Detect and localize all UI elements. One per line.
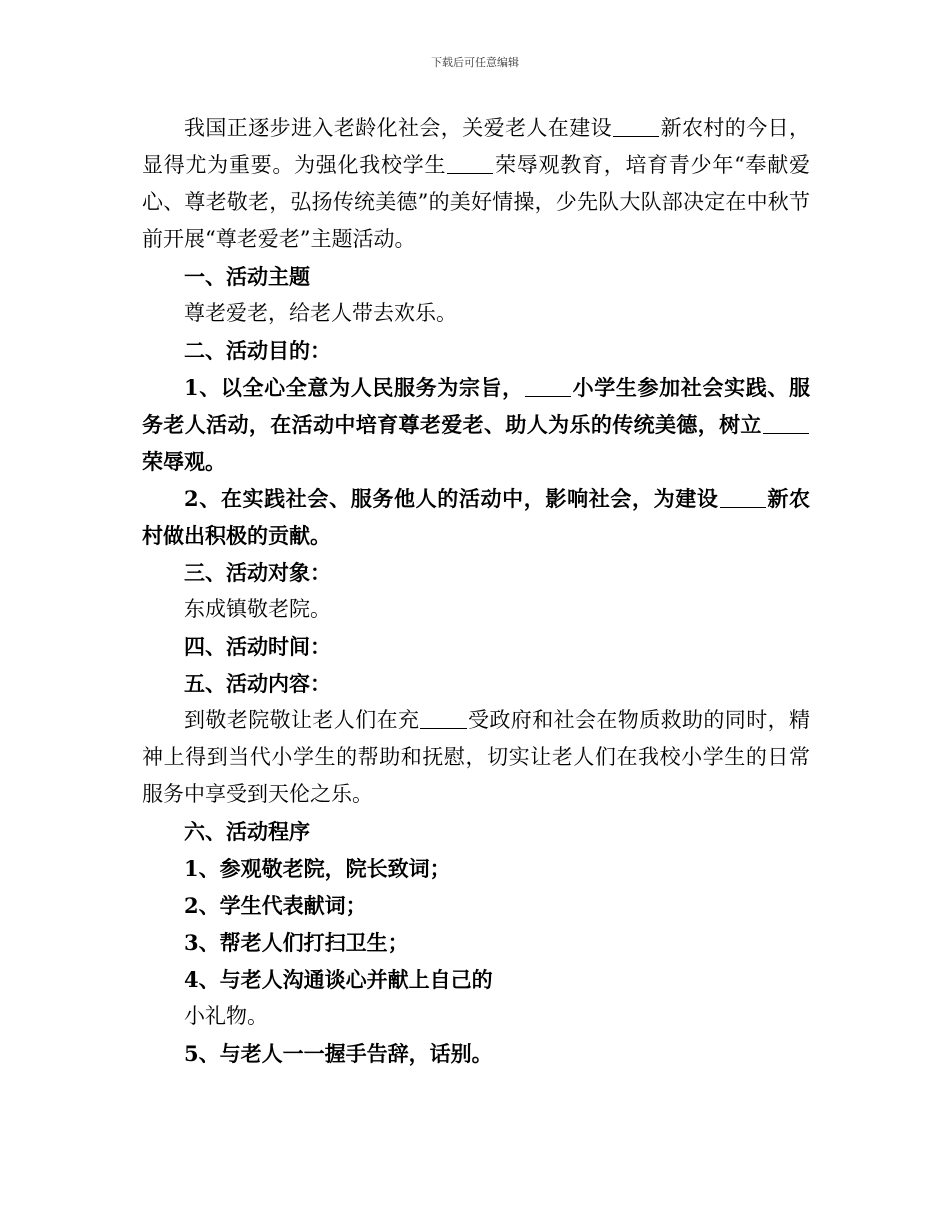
section-heading-goals: 二、活动目的： <box>184 338 331 363</box>
procedure-step-5: 5、与老人一一握手告辞，话别。 <box>184 1041 493 1066</box>
goal1-text-2: 小学生参加社会实践、服务老人活动，在活动中培育尊老爱老、助人为乐的传统美德，树立 <box>142 375 810 437</box>
content-text-2: 受政府和社会在物质救助的同时，精神上得到当代小学生的帮助和抚慰，切实让老人们在我校小学生的日常服务中享受到天伦之乐。 <box>142 708 810 806</box>
goal-item-1 <box>142 369 810 480</box>
procedure-step-4-continued: 小礼物。 <box>184 1004 268 1028</box>
page-header: 下载后可任意编辑 <box>431 56 519 69</box>
intro-text-3: 荣辱观教育，培育青少年“奉献爱心、尊老敬老，弘扬传统美德”的美好情操，少先队大队部决定在中秋节前开展“尊老爱老”主题活动。 <box>142 153 810 251</box>
procedure-step-2: 2、学生代表献词； <box>184 893 367 918</box>
fill-blank <box>763 412 809 434</box>
procedure-step-3: 3、帮老人们打扫卫生； <box>184 930 409 955</box>
fill-blank <box>613 115 659 137</box>
intro-text-1: 我国正逐步进入老龄化社会，关爱老人在建设 <box>184 116 613 140</box>
fill-blank <box>720 486 766 508</box>
target-paragraph: 东成镇敬老院。 <box>184 597 331 621</box>
content-paragraph <box>142 702 810 813</box>
procedure-step-4: 4、与老人沟通谈心并献上自己的 <box>184 967 493 992</box>
intro-paragraph <box>142 110 810 258</box>
goal-item-2 <box>142 480 810 554</box>
section-heading-time: 四、活动时间： <box>184 634 331 659</box>
intro-text-2: 新农村的今日，显得尤为重要。为强化我校学生 <box>142 116 811 177</box>
procedure-step-1: 1、参观敬老院，院长致词； <box>184 856 451 881</box>
section-heading-content: 五、活动内容： <box>184 671 331 696</box>
goal1-text-3: 荣辱观。 <box>142 449 226 474</box>
goal2-text-2: 新农村做出积极的贡献。 <box>142 486 810 548</box>
fill-blank <box>420 707 466 729</box>
theme-paragraph: 尊老爱老，给老人带去欢乐。 <box>184 301 457 325</box>
fill-blank <box>447 152 493 174</box>
fill-blank <box>525 375 571 397</box>
content-text-1: 到敬老院敬让老人们在充 <box>184 708 420 732</box>
document-body <box>142 110 810 1072</box>
goal1-text-1: 1、以全心全意为人民服务为宗旨， <box>184 375 524 400</box>
goal2-text-1: 2、在实践社会、服务他人的活动中，影响社会，为建设 <box>184 486 719 511</box>
section-heading-target: 三、活动对象： <box>184 560 331 585</box>
section-heading-theme: 一、活动主题 <box>184 264 310 289</box>
section-heading-procedure: 六、活动程序 <box>184 819 310 844</box>
